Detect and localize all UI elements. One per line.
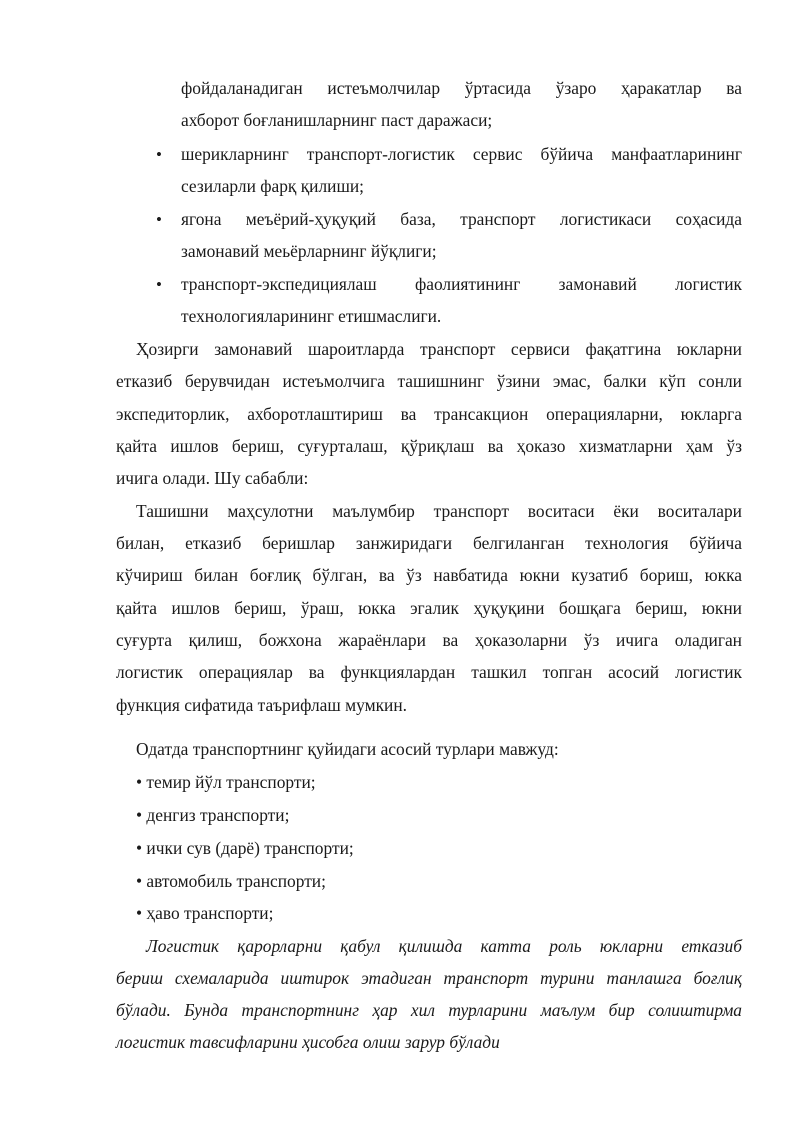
paragraph-line: логистик операциялар ва функциялардан ташкил топган асосий логистик xyxy=(116,662,742,682)
paragraph-line: Ҳозирги замонавий шароитларда транспорт сервиси фақатгина юкларни xyxy=(136,339,742,359)
paragraph-line: кўчириш билан боғлиқ бўлган, ва ўз навбатида юкни кузатиб бориш, юкка xyxy=(116,565,742,585)
list-item-line: ягона меъёрий-ҳуқуқий база, транспорт логистикаси соҳасида xyxy=(181,209,742,229)
italic-paragraph-line: Логистик қарорларни қабул қилишда катта роль юкларни етказиб xyxy=(146,936,742,956)
list-item-line: замонавий меьёрларнинг йўқлиги; xyxy=(181,241,437,261)
italic-paragraph-line: бериш схемаларида иштирок этадиган транспорт турини танлашга боғлиқ xyxy=(116,968,742,988)
paragraph-line: экспедиторлик, ахборотлаштириш ва трансакцион операцияларни, юкларга xyxy=(116,404,742,424)
paragraph-line: Ташишни маҳсулотни маълумбир транспорт воситаси ёки воситалари xyxy=(136,501,742,521)
transport-type-item: • денгиз транспорти; xyxy=(136,805,290,825)
paragraph-line: суғурта қилиш, божхона жараёнлари ва ҳоказоларни ўз ичига оладиган xyxy=(116,630,742,650)
list-item-line: транспорт-экспедициялаш фаолиятининг замонавий логистик xyxy=(181,274,742,294)
paragraph-line: қайта ишлов бериш, суғурталаш, қўриқлаш ва ҳоказо хизматларни ҳам ўз xyxy=(116,436,742,456)
paragraph-line: ичига олади. Шу сабабли: xyxy=(116,468,309,488)
bullet-icon: • xyxy=(156,275,162,294)
list-continuation-line: фойдаланадиган истеъмолчилар ўртасида ўзаро ҳаракатлар ва xyxy=(181,78,742,98)
paragraph-line: билан, етказиб беришлар занжиридаги белгиланган технология бўйича xyxy=(116,533,742,553)
transport-types-intro: Одатда транспортнинг қуйидаги асосий турлари мавжуд: xyxy=(136,739,559,759)
italic-paragraph-line: логистик тавсифларини ҳисобга олиш зарур бўлади xyxy=(116,1032,500,1052)
paragraph-line: етказиб берувчидан истеъмолчига ташишнинг ўзини эмас, балки кўп сонли xyxy=(116,371,742,391)
transport-type-item: • ички сув (дарё) транспорти; xyxy=(136,838,354,858)
bullet-icon: • xyxy=(156,210,162,229)
transport-type-item: • темир йўл транспорти; xyxy=(136,772,316,792)
list-continuation-line: ахборот боғланишларнинг паст даражаси; xyxy=(181,110,493,130)
paragraph-line: функция сифатида таърифлаш мумкин. xyxy=(116,695,408,715)
list-item-line: шерикларнинг транспорт-логистик сервис бўйича манфаатларининг xyxy=(181,144,742,164)
paragraph-line: қайта ишлов бериш, ўраш, юкка эгалик ҳуқуқини бошқага бериш, юкни xyxy=(116,598,742,618)
list-item-line: технологияларининг етишмаслиги. xyxy=(181,306,442,326)
transport-type-item: • автомобиль транспорти; xyxy=(136,871,326,891)
list-item-line: сезиларли фарқ қилиши; xyxy=(181,176,364,196)
bullet-icon: • xyxy=(156,145,162,164)
italic-paragraph-line: бўлади. Бунда транспортнинг ҳар хил турларини маълум бир солиштирма xyxy=(116,1000,742,1020)
transport-type-item: • ҳаво транспорти; xyxy=(136,903,274,923)
